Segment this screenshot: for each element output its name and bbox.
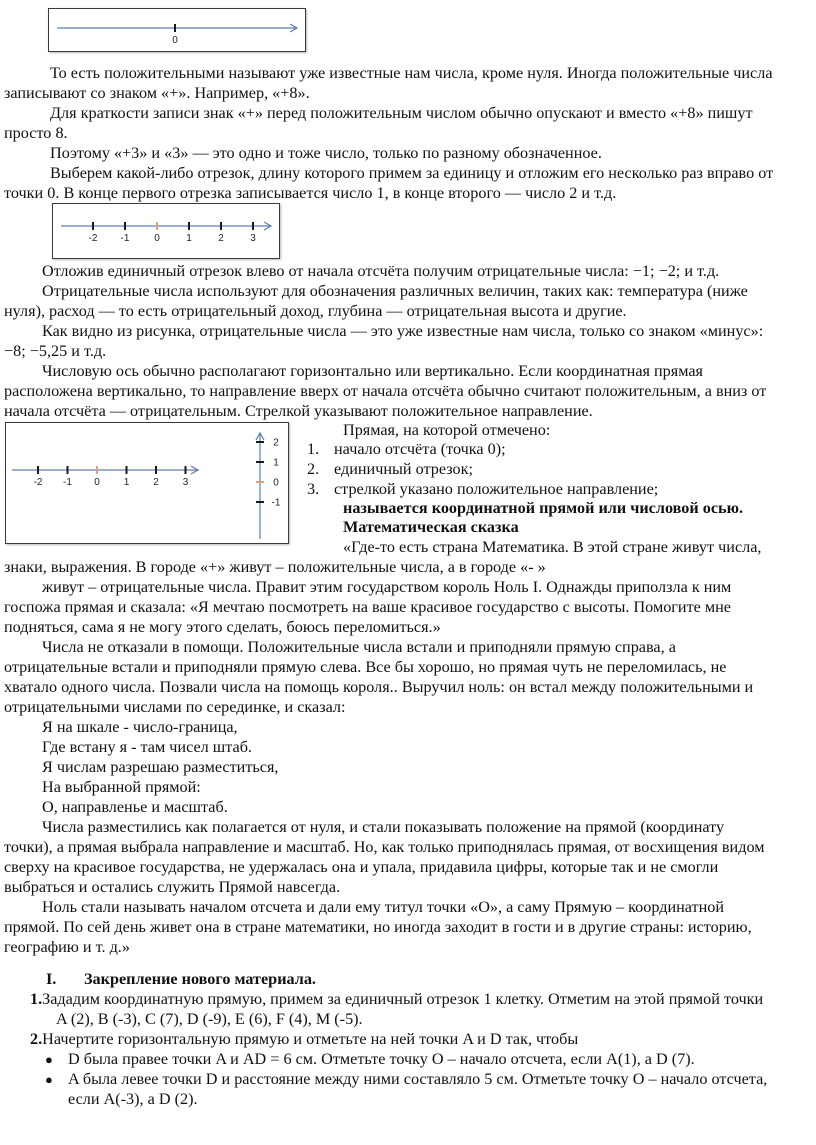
tick-label: 2 [153, 477, 159, 488]
paragraph-axis-orientation-cont2: начала отсчёта — отрицательным. Стрелкой указывают положительное направление. [4, 402, 593, 420]
tale-line: географию и т. д.» [4, 938, 130, 956]
task-1-number: 1. [30, 990, 43, 1008]
bullet-item: D была правее точки A и AD = 6 см. Отметьте точку O – начало отсчета, если A(1), а D (7). [68, 1050, 695, 1068]
task-2-text: Начертите горизонтальную прямую и отметьте на ней точки A и D так, чтобы [42, 1030, 579, 1048]
figure-number-line-horizontal [52, 203, 280, 259]
number-line-horizontal-svg [53, 204, 279, 258]
task-1-points: A (2), B (-3), C (7), D (-9), E (6), F (4), M (-5). [56, 1010, 363, 1028]
tale-line: подняться, сама я не могу этого сделать, боюсь переломиться.» [4, 618, 441, 636]
tale-line: прямой. По сей день живет она в стране математики, но иногда заходит в гости и в другие страны: историю, [4, 918, 752, 936]
tale-line: сверху на красивое государства, не удержалась она и упала, придавила цифры, которые так и не смогли [4, 858, 719, 876]
paragraph-plus-sign: Для краткости записи знак «+» перед положительным числом обычно опускают и вместо «+8» пишут [50, 104, 753, 122]
section-number: I. [46, 970, 57, 988]
tick-label: 3 [182, 477, 189, 488]
tale-line: отрицательными числами по серединке, и сказал: [4, 698, 346, 716]
paragraph-negative-sign-cont: −8; −5,25 и т.д. [4, 342, 107, 360]
paragraph-negative-usage-cont: нуля), расход — то есть отрицательный доход, глубина — отрицательная высота и другие. [4, 302, 627, 320]
paragraph-axis-orientation-cont: расположена вертикально, то направление вверх от начала отсчёта обычно считают положительным, а вниз от [4, 382, 767, 400]
tick-label: 0 [273, 477, 279, 489]
tick-label: 0 [172, 35, 178, 46]
definition-item-1-label: начало отсчёта (точка 0); [334, 440, 506, 458]
definition-item-3 [307, 480, 319, 500]
bullet-icon: ● [45, 1052, 53, 1067]
definition-item-2-label: единичный отрезок; [334, 460, 473, 478]
paragraph-unit-segment-cont: точки 0. В конце первого отрезка записывается число 1, в конце второго — число 2 и т.д. [4, 184, 617, 202]
paragraph-positive-numbers-cont: записывают со знаком «+». Например, «+8». [4, 84, 310, 102]
poem-line: Я числам разрешаю разместиться, [42, 758, 279, 776]
paragraph-plus-sign-cont: просто 8. [4, 124, 68, 142]
poem-line: О, направленье и масштаб. [42, 798, 228, 816]
tale-line: госпожа прямая и сказала: «Я мечтаю посмотреть на ваше красивое государство с высоты. Помогите мне [4, 598, 731, 616]
tale-line: хватало одного числа. Позвали числа на помощь короля.. Выручил ноль: он встал между положительными и [4, 678, 754, 696]
poem-line: На выбранной прямой: [42, 778, 201, 796]
task-2-number: 2. [30, 1030, 43, 1048]
task-1 [30, 990, 763, 1010]
bullet-icon: ● [45, 1072, 53, 1087]
tale-line: Числа не отказали в помощи. Положительные числа встали и приподняли прямую справа, а [42, 638, 676, 656]
tick-label: 1 [273, 457, 279, 469]
definition-item-number: 3. [307, 480, 320, 498]
poem-line: Я на шкале - число-граница, [42, 718, 238, 736]
task-1-text: Зададим координатную прямую, примем за единичный отрезок 1 клетку. Отметим на этой прямой точки [42, 990, 764, 1008]
number-lines-both-svg [6, 423, 288, 543]
bullet-item-cont: если A(-3), а D (2). [68, 1090, 198, 1108]
definition-conclusion: называется координатной прямой или числовой осью. [343, 499, 743, 517]
definition-intro: Прямая, на которой отмечено: [343, 421, 551, 439]
tick-label: 1 [123, 477, 130, 488]
paragraph-positive-numbers: То есть положительными называют уже известные нам числа, кроме нуля. Иногда положительные числа [50, 64, 773, 82]
tick-label: -2 [88, 233, 98, 244]
tick-label: 2 [218, 233, 224, 244]
paragraph-negative-numbers: Отложив единичный отрезок влево от начала отсчёта получим отрицательные числа: −1; −2; и т.д. [42, 262, 720, 280]
tale-title: Математическая сказка [343, 518, 519, 536]
tale-line: «Где-то есть страна Математика. В этой стране живут числа, [343, 538, 762, 556]
tick-label: 1 [186, 233, 192, 244]
paragraph-same-number: Поэтому «+3» и «3» — это одно и тоже число, только по разному обозначенное. [50, 144, 602, 162]
paragraph-negative-usage: Отрицательные числа используют для обозначения различных величин, таких как: температура (ниже [42, 282, 748, 300]
tale-line: точки), а прямая выбрала направление и масштаб. Но, как только приподнялась прямая, от восхищения видом [4, 838, 765, 856]
tale-line: выбраться и остались служить Прямой навсегда. [4, 878, 341, 896]
poem-line: Где встану я - там чисел штаб. [42, 738, 252, 756]
tale-line: живут – отрицательные числа. Правит этим государством король Ноль I. Однажды приползла к ним [42, 578, 732, 596]
definition-item-1 [307, 440, 319, 460]
tick-label: -1 [271, 497, 281, 509]
figure-number-line-origin [48, 8, 306, 52]
figure-number-lines-both [5, 422, 289, 544]
tale-line: отрицательные встали и приподняли прямую слева. Все бы хорошо, но прямая чуть не переломилась, не [4, 658, 727, 676]
definition-item-number: 2. [307, 460, 320, 478]
paragraph-unit-segment: Выберем какой-либо отрезок, длину которого примем за единицу и отложим его несколько раз вправо от [50, 164, 774, 182]
definition-item-2 [307, 460, 319, 480]
tick-label: -1 [63, 477, 72, 488]
tick-label: -1 [120, 233, 130, 244]
definition-item-number: 1. [307, 440, 320, 458]
tick-label: 0 [94, 477, 100, 488]
tick-label: 2 [273, 437, 279, 449]
number-line-origin-svg [49, 9, 305, 51]
bullet-item: A была левее точки D и расстояние между ними составляло 5 см. Отметьте точку O – начало отсчета, [68, 1070, 768, 1088]
paragraph-negative-sign: Как видно из рисунка, отрицательные числа — это уже известные нам числа, только со знаком «минус»: [42, 322, 764, 340]
definition-item-3-label: стрелкой указано положительное направление; [334, 480, 659, 498]
section-title: Закрепление нового материала. [84, 970, 316, 988]
tale-line: Числа разместились как полагается от нуля, и стали показывать положение на прямой (координату [42, 818, 725, 836]
task-2 [30, 1030, 578, 1050]
tale-line: Ноль стали называть началом отсчета и дали ему титул точки «О», а саму Прямую – координатной [42, 898, 725, 916]
paragraph-axis-orientation: Числовую ось обычно располагают горизонтально или вертикально. Если координатная прямая [42, 362, 703, 380]
tick-label: 3 [250, 233, 256, 244]
tick-label: 0 [154, 233, 160, 244]
tale-line: знаки, выражения. В городе «+» живут – положительные числа, а в городе «- » [4, 558, 546, 576]
tick-label: -2 [33, 477, 43, 488]
